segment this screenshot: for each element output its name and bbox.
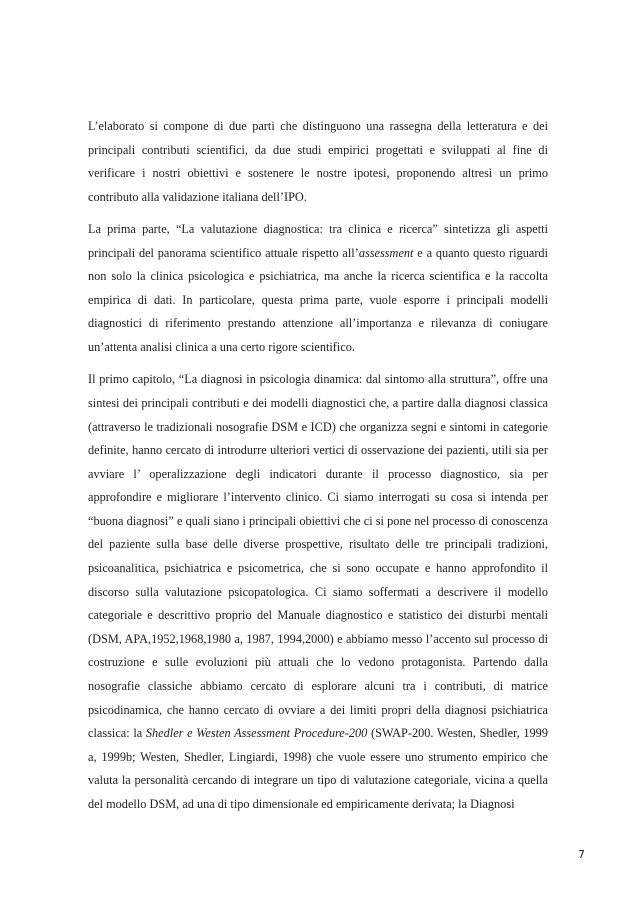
paragraph bbox=[88, 115, 548, 209]
text-run: L’elaborato si compone di due parti che distinguono una rassegna della letteratura e dei principali contributi scientifici, da due studi empirici progettati e sviluppati al fine di verificare i nostri obiettivi e sostenere le nostre ipotesi, proponendo altresì un primo contributo alla validazione italiana dell’IPO. bbox=[88, 119, 548, 204]
paragraph bbox=[88, 218, 548, 360]
page-number: 7 bbox=[578, 848, 585, 861]
text-run: (SWAP-200. Westen, Shedler, 1999 a, 1999b; Westen, Shedler, Lingiardi, 1998) che vuole essere uno strumento empirico che valuta la personalità cercando di integrare un tipo di valutazione categoriale, vicina a quella del modello DSM, ad una di tipo dimensionale ed empiricamente derivata; la Diagnosi bbox=[88, 726, 548, 811]
text-run: e a quanto questo riguardi non solo la clinica psicologica e psichiatrica, ma anche la ricerca scientifica e la raccolta empirica di dati. In particolare, questa prima parte, vuole esporre i principali modelli diagnostici di riferimento prestando attenzione all’importanza e rilevanza di coniugare un’attenta analisi clinica a una certo rigore scientifico. bbox=[88, 245, 548, 355]
italic-text: assessment bbox=[358, 245, 414, 260]
text-run: Il primo capitolo, “La diagnosi in psicologia dinamica: dal sintomo alla struttura”, offre una sintesi dei principali contributi e dei modelli diagnostici che, a partire dalla diagnosi classica (attraverso le tradizionali nosografie DSM e ICD) che organizza segni e sintomi in categorie definite, hanno cercato di introdurre ulteriori vertici di osservazione dei pazienti, utili sia per avviare l’ operalizzazione degli indicatori durante il processo diagnostico, sia per approfondire e migliorare l’intervento clinico. Ci siamo interrogati su cosa si intenda per “buona diagnosi” e quali siano i principali obiettivi che ci si pone nel processo di conoscenza del paziente sulla base delle diverse prospettive, risultato delle tre principali tradizioni, psicoanalitica, psichiatrica e psicometrica, che si sono occupate e hanno approfondito il discorso sulla valutazione psicopatologica. Ci siamo soffermati a descrivere il modello categoriale e descrittivo proprio del Manuale diagnostico e statistico dei disturbi mentali (DSM, APA,1952,1968,1980 a, 1987, 1994,2000) e abbiamo messo l’accento sul processo di costruzione e sulle evoluzioni più attuali che lo vedono protagonista. Partendo dalla nosografie classiche abbiamo cercato di esplorare alcuni tra i contributi, di matrice psicodinamica, che hanno cercato di ovviare a dei limiti propri della diagnosi psichiatrica classica: la bbox=[88, 372, 548, 741]
text-run: La prima parte, “La valutazione diagnostica: tra clinica e ricerca” sintetizza gli aspetti principali del panorama scientifico attuale rispetto all’ bbox=[88, 222, 548, 260]
paragraph bbox=[88, 368, 548, 816]
italic-text: Shedler e Westen Assessment Procedure-200 bbox=[145, 726, 368, 741]
body-text bbox=[88, 115, 548, 817]
